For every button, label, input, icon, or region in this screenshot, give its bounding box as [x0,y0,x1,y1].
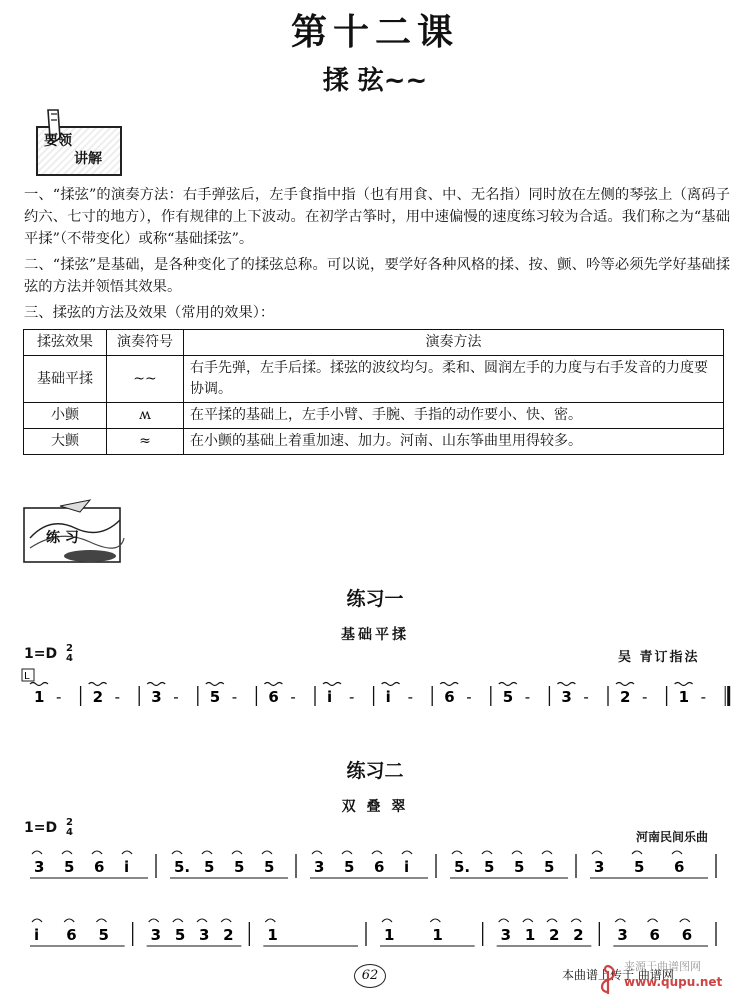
note: 1 [267,926,278,944]
note: 1 [34,688,45,706]
note: 3 [314,858,325,876]
note: 3 [34,858,45,876]
method-cell: 在小颤的基础上着重加速、加力。河南、山东筝曲里用得较多。 [184,429,724,455]
symbol-cell: ≈ [107,429,184,455]
note: 6 [268,688,279,706]
technique-mark [672,851,682,854]
note: 6 [66,926,77,944]
technique-mark [592,851,602,854]
technique-mark [499,919,509,922]
note: 5 [502,688,514,706]
technique-mark [402,851,412,854]
exercise2-title: 练习二 [346,760,404,782]
note: 1 [524,926,536,944]
technique-mark [452,851,462,854]
vibrato-mark [89,683,107,686]
technique-mark [32,851,42,854]
header-symbol: 演奏符号 [107,330,184,356]
badge-label-2: 讲解 [74,151,102,167]
time-bottom: 4 [65,653,73,664]
technique-mark [122,851,132,854]
vibrato-mark [499,683,517,686]
effect-cell: 大颤 [24,429,107,455]
note: 3 [617,926,628,944]
note: 3 [199,926,210,944]
note: 6 [674,858,685,876]
note: 6 [681,926,693,944]
note: 3 [151,688,162,706]
note: 3 [561,688,572,706]
technique-mark [172,851,182,854]
exercise1-title: 练习一 [346,588,404,610]
technique-mark [232,851,242,854]
exercise1-staff [20,668,732,712]
dash: - [173,688,179,706]
note: 3 [594,858,605,876]
technique-mark [62,851,72,854]
symbol-cell: ʍ [107,403,184,429]
technique-mark [312,851,322,854]
technique-mark [173,919,183,922]
note: i [34,926,40,944]
vibrato-mark [440,683,458,686]
final-barline [727,686,730,706]
note: 1 [678,688,690,706]
technique-mark [482,851,492,854]
lesson-title: 第十二课 [290,12,459,53]
symbol-cell: ~~ [107,356,184,403]
note: 2 [92,688,104,706]
note: 1 [384,926,395,944]
method-cell: 在平揉的基础上，左手小臂、手腕、手指的动作要小、快、密。 [184,403,724,429]
paragraph-1: 一、“揉弦”的演奏方法：右手弹弦后，左手食指中指（也有用食、中、无名指）同时放在左侧的琴弦上（离码子约六、七寸的地方），作有规律的上下波动。在初学古筝时，用中速偏慢的速度练习较为合适。我们称之为“基础平揉”（不带变化）或称“基础揉弦”。 [24,187,730,247]
note: 5 [634,858,645,876]
technique-mark [382,919,392,922]
technique-mark [430,919,440,922]
dash: - [407,688,414,706]
key-signature: 1=D [24,820,58,836]
note: 5 [514,858,525,876]
hand-mark: L [24,671,30,682]
exercise2-credit: 河南民间乐曲 [636,830,709,844]
vibrato-mark [382,683,400,686]
technique-mark [680,919,690,922]
dash: - [114,688,121,706]
note: i [385,688,391,706]
watermark-line1: 来源于曲谱图网 [624,960,701,973]
technique-mark [542,851,552,854]
technique-mark [96,919,106,922]
dash: - [524,688,531,706]
technique-mark [512,851,522,854]
note: 6 [374,858,385,876]
technique-mark [221,919,231,922]
time-bottom: 4 [65,827,73,838]
note: 5 [264,858,275,876]
key-signature: 1=D [24,646,58,662]
vibrato-mark [323,683,341,686]
exercise1-key [24,644,73,664]
note: 5 [484,858,495,876]
note: 1 [432,926,443,944]
watermark [596,958,746,998]
page-number: 62 [354,964,386,988]
dash: - [231,688,238,706]
note: 5 [209,688,221,706]
treble-clef-icon [596,962,620,996]
table-header-row [24,330,724,356]
note: 6 [94,858,105,876]
paragraph-3: 三、揉弦的方法及效果（常用的效果）： [24,305,275,321]
note: 6 [444,688,455,706]
footer-text: 本曲谱上传于 曲谱网 [562,968,674,982]
technique-mark [265,919,275,922]
header-method: 演奏方法 [184,330,724,356]
time-top: 2 [65,643,73,654]
exercise1-credit: 吴 青订指法 [618,650,700,665]
note: i [404,858,410,876]
header-effect: 揉弦效果 [24,330,107,356]
note: 5 [64,858,75,876]
note: 5 [174,926,186,944]
paragraph-2: 二、“揉弦”是基础，是各种变化了的揉弦总称。可以说，要学好各种风格的揉、按、颤、吟等必须先学好基础揉弦的方法并领悟其效果。 [24,257,730,295]
table-row [24,403,724,429]
technique-mark [342,851,352,854]
exercise1-piece: 基础平揉 [341,627,409,643]
dash: - [56,688,62,706]
section-badge [22,108,120,174]
note: i [124,858,130,876]
note: 5 [98,926,109,944]
exercise2-piece: 双 叠 翠 [341,799,409,815]
method-cell: 右手先弹，左手后揉。揉弦的波纹均匀。柔和、圆润左手的力度与右手发音的力度要协调。 [184,356,724,403]
table-row [24,429,724,455]
vibrato-mark [30,683,48,686]
note: 5. [174,858,191,876]
note: 3 [500,926,512,944]
exercise2-staff-line1 [20,838,732,886]
note: 5 [344,858,355,876]
dash: - [583,688,589,706]
badge-label-1: 要领 [44,133,72,149]
note: 2 [223,926,234,944]
note: 3 [150,926,162,944]
technique-mark [32,919,42,922]
dash: - [642,688,648,706]
vibrato-mark [264,683,282,686]
technique-table [23,329,724,455]
technique-mark [372,851,382,854]
note: 2 [549,926,560,944]
technique-mark [632,851,642,854]
exercise2-staff-line2 [20,906,732,954]
vibrato-mark [557,683,575,686]
time-signature [66,818,73,838]
lesson-subtitle: 揉 弦~~ [322,66,428,96]
note: 6 [649,926,660,944]
vibrato-mark [616,683,634,686]
technique-mark [648,919,658,922]
technique-mark [92,851,102,854]
table-row [24,356,724,403]
effect-cell: 小颤 [24,403,107,429]
note: 5. [454,858,471,876]
note: 5 [234,858,245,876]
technique-mark [262,851,272,854]
technique-mark [197,919,207,922]
watermark-line2: www.qupu.net [624,975,723,989]
technique-mark [523,919,533,922]
note: i [327,688,333,706]
practice-badge [20,498,130,566]
note: 2 [620,688,631,706]
vibrato-mark [675,683,693,686]
exercise2-key [24,818,73,838]
practice-badge-label: 练 习 [46,530,79,546]
time-signature [66,644,73,664]
technique-mark [571,919,581,922]
dash: - [700,688,707,706]
vibrato-mark [147,683,165,686]
effect-cell: 基础平揉 [24,356,107,403]
dash: - [466,688,472,706]
note: 5 [204,858,215,876]
note: 5 [544,858,555,876]
technique-mark [64,919,74,922]
dash: - [349,688,355,706]
technique-mark [149,919,159,922]
technique-mark [547,919,557,922]
time-top: 2 [65,817,73,828]
technique-mark [615,919,625,922]
dash: - [290,688,296,706]
vibrato-mark [206,683,224,686]
technique-mark [202,851,212,854]
note: 2 [573,926,584,944]
